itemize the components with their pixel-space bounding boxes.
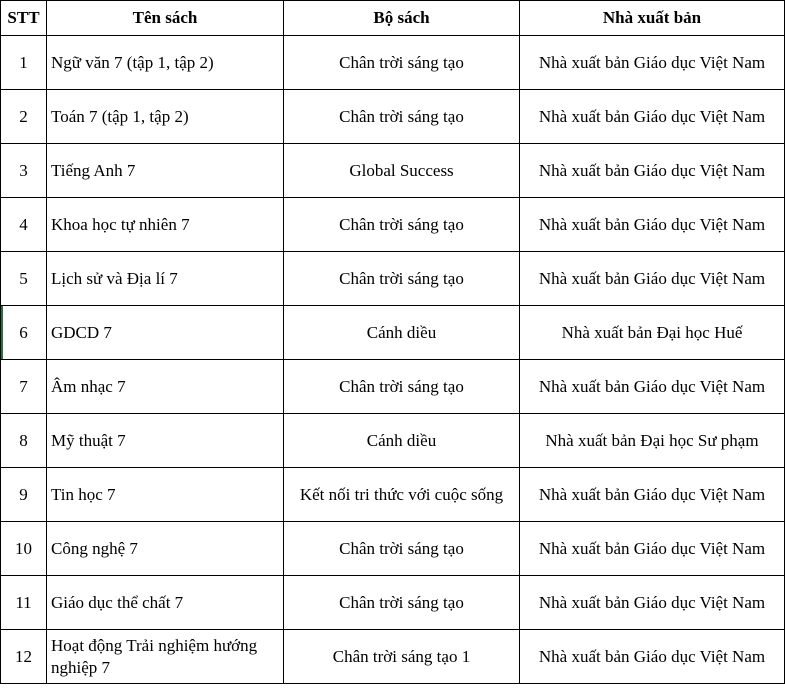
stt-cell[interactable]: 12	[1, 630, 47, 684]
header-publisher[interactable]: Nhà xuất bản	[520, 1, 785, 36]
header-stt[interactable]: STT	[1, 1, 47, 36]
book-name-cell[interactable]: Ngữ văn 7 (tập 1, tập 2)	[47, 36, 284, 90]
table-row	[1, 252, 785, 306]
publisher-cell[interactable]: Nhà xuất bản Giáo dục Việt Nam	[520, 576, 785, 630]
book-series-cell[interactable]: Kết nối tri thức với cuộc sống	[284, 468, 520, 522]
book-name-cell[interactable]: Mỹ thuật 7	[47, 414, 284, 468]
stt-cell[interactable]: 10	[1, 522, 47, 576]
header-book-series[interactable]: Bộ sách	[284, 1, 520, 36]
stt-cell[interactable]: 9	[1, 468, 47, 522]
book-name-cell[interactable]: Hoạt động Trải nghiệm hướng nghiệp 7	[47, 630, 284, 684]
book-series-cell[interactable]: Cánh diều	[284, 306, 520, 360]
stt-cell[interactable]: 5	[1, 252, 47, 306]
book-series-cell[interactable]: Chân trời sáng tạo	[284, 90, 520, 144]
table-row	[1, 198, 785, 252]
header-row	[1, 1, 785, 36]
stt-cell[interactable]: 8	[1, 414, 47, 468]
book-name-cell[interactable]: Lịch sử và Địa lí 7	[47, 252, 284, 306]
publisher-cell[interactable]: Nhà xuất bản Giáo dục Việt Nam	[520, 90, 785, 144]
table-row	[1, 144, 785, 198]
book-series-cell[interactable]: Chân trời sáng tạo	[284, 360, 520, 414]
publisher-cell[interactable]: Nhà xuất bản Giáo dục Việt Nam	[520, 198, 785, 252]
stt-cell[interactable]: 4	[1, 198, 47, 252]
stt-cell[interactable]: 6	[1, 306, 47, 360]
book-series-cell[interactable]: Chân trời sáng tạo	[284, 36, 520, 90]
book-series-cell[interactable]: Global Success	[284, 144, 520, 198]
publisher-cell[interactable]: Nhà xuất bản Giáo dục Việt Nam	[520, 36, 785, 90]
stt-cell[interactable]: 3	[1, 144, 47, 198]
publisher-cell[interactable]: Nhà xuất bản Giáo dục Việt Nam	[520, 630, 785, 684]
table-row	[1, 36, 785, 90]
publisher-cell[interactable]: Nhà xuất bản Giáo dục Việt Nam	[520, 468, 785, 522]
stt-cell[interactable]: 2	[1, 90, 47, 144]
table-row	[1, 468, 785, 522]
book-name-cell[interactable]: Khoa học tự nhiên 7	[47, 198, 284, 252]
table-row	[1, 306, 785, 360]
table-row	[1, 414, 785, 468]
stt-cell[interactable]: 11	[1, 576, 47, 630]
table-row	[1, 90, 785, 144]
table-row	[1, 576, 785, 630]
table-row	[1, 360, 785, 414]
book-name-cell[interactable]: Âm nhạc 7	[47, 360, 284, 414]
book-name-cell[interactable]: Tiếng Anh 7	[47, 144, 284, 198]
publisher-cell[interactable]: Nhà xuất bản Giáo dục Việt Nam	[520, 522, 785, 576]
stt-cell[interactable]: 7	[1, 360, 47, 414]
stt-cell[interactable]: 1	[1, 36, 47, 90]
publisher-cell[interactable]: Nhà xuất bản Đại học Huế	[520, 306, 785, 360]
publisher-cell[interactable]: Nhà xuất bản Giáo dục Việt Nam	[520, 252, 785, 306]
book-series-cell[interactable]: Chân trời sáng tạo	[284, 576, 520, 630]
book-series-cell[interactable]: Chân trời sáng tạo	[284, 522, 520, 576]
book-name-cell[interactable]: GDCD 7	[47, 306, 284, 360]
publisher-cell[interactable]: Nhà xuất bản Giáo dục Việt Nam	[520, 144, 785, 198]
book-name-cell[interactable]: Tin học 7	[47, 468, 284, 522]
publisher-cell[interactable]: Nhà xuất bản Giáo dục Việt Nam	[520, 360, 785, 414]
book-series-cell[interactable]: Chân trời sáng tạo	[284, 252, 520, 306]
book-series-cell[interactable]: Chân trời sáng tạo 1	[284, 630, 520, 684]
book-name-cell[interactable]: Giáo dục thể chất 7	[47, 576, 284, 630]
table-row	[1, 630, 785, 684]
table-row	[1, 522, 785, 576]
book-series-cell[interactable]: Chân trời sáng tạo	[284, 198, 520, 252]
book-name-cell[interactable]: Toán 7 (tập 1, tập 2)	[47, 90, 284, 144]
book-series-cell[interactable]: Cánh diều	[284, 414, 520, 468]
publisher-cell[interactable]: Nhà xuất bản Đại học Sư phạm	[520, 414, 785, 468]
header-book-name[interactable]: Tên sách	[47, 1, 284, 36]
book-name-cell[interactable]: Công nghệ 7	[47, 522, 284, 576]
